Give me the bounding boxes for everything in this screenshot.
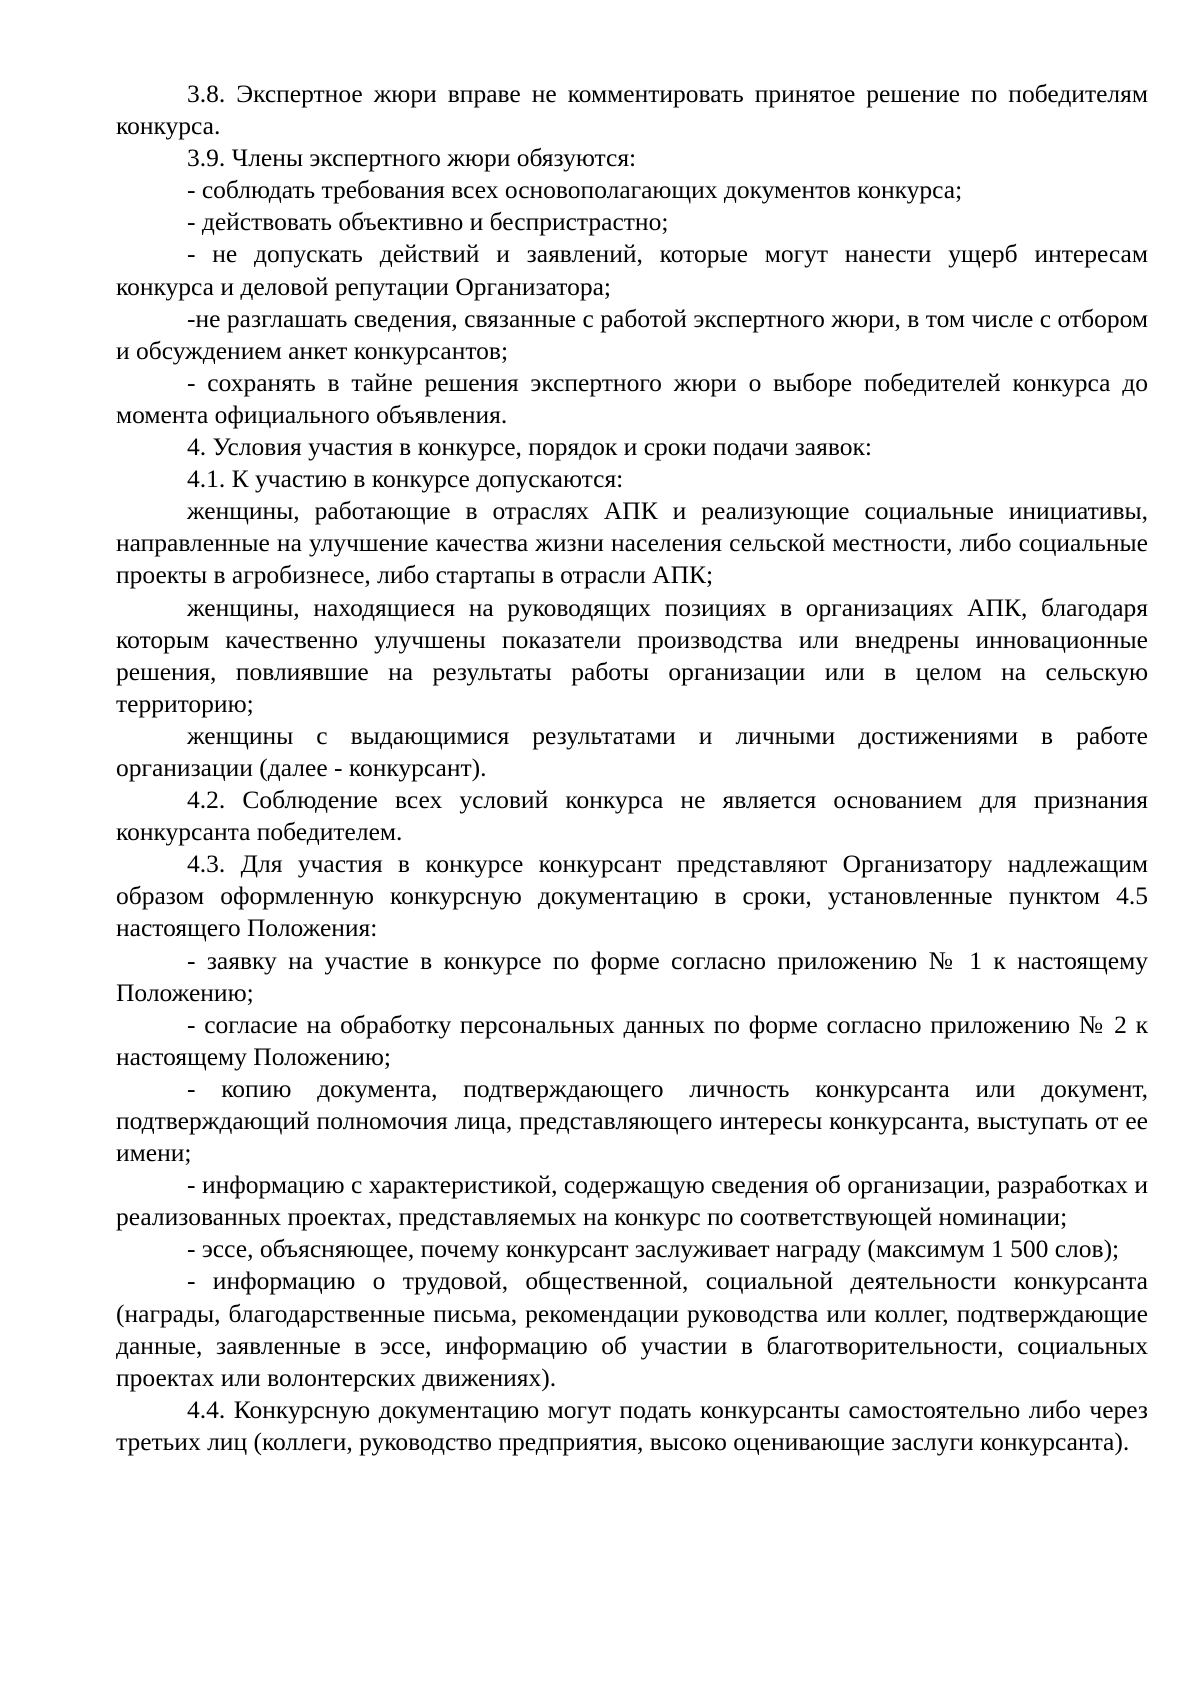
list-item: - копию документа, подтверждающего личность конкурсанта или документ, подтверждающий полномочия лица, представляющего интересы конкурсанта, выступать от ее имени; — [116, 1073, 1148, 1168]
paragraph-4-1: 4.1. К участию в конкурсе допускаются: — [187, 464, 624, 494]
paragraph-4-3: 4.3. Для участия в конкурсе конкурсант представляют Организатору надлежащим образом оформленную конкурсную документацию в сроки, установленные пунктом 4.5 настоящего Положения: — [116, 849, 1148, 943]
list-item: - информацию о трудовой, общественной, социальной деятельности конкурсанта (награды, благодарственные письма, рекомендации руководства или коллег, подтверждающие данные, заявленные в эссе, информацию об участии в благотворительности, социальных проектах или волонтерских движениях). — [116, 1266, 1148, 1392]
paragraph-4-4: 4.4. Конкурсную документацию могут подать конкурсанты самостоятельно либо через третьих лиц (коллеги, руководство предприятия, высоко оценивающие заслуги конкурсанта). — [116, 1394, 1148, 1456]
list-item: - информацию с характеристикой, содержащую сведения об организации, разработках и реализованных проектах, представляемых на конкурс по соответствующей номинации; — [116, 1170, 1148, 1232]
list-item: женщины, находящиеся на руководящих позициях в организациях АПК, благодаря которым качественно улучшены показатели производства или внедрены инновационные решения, повлиявшие на результаты работы организации или в целом на сельскую территорию; — [116, 592, 1148, 718]
paragraph-4-2: 4.2. Соблюдение всех условий конкурса не является основанием для признания конкурсанта победителем. — [116, 785, 1148, 847]
list-item: - не допускать действий и заявлений, которые могут нанести ущерб интересам конкурса и деловой репутации Организатора; — [116, 239, 1148, 301]
list-item: - действовать объективно и беспристрастно; — [187, 207, 669, 237]
list-item: - согласие на обработку персональных данных по форме согласно приложению № 2 к настоящему Положению; — [116, 1009, 1148, 1071]
section-heading-4: 4. Условия участия в конкурсе, порядок и сроки подачи заявок: — [187, 432, 872, 462]
list-item: женщины, работающие в отраслях АПК и реализующие социальные инициативы, направленные на улучшение качества жизни населения сельской местности, либо социальные проекты в агробизнесе, либо стартапы в отрасли АПК; — [116, 496, 1148, 590]
document-page — [116, 78, 1148, 1458]
list-item: - соблюдать требования всех основополагающих документов конкурса; — [187, 175, 963, 205]
list-item: - эссе, объясняющее, почему конкурсант заслуживает награду (максимум 1 500 слов); — [187, 1234, 1120, 1264]
list-item: - заявку на участие в конкурсе по форме согласно приложению № 1 к настоящему Положению; — [116, 945, 1148, 1007]
paragraph-3-8: 3.8. Экспертное жюри вправе не комментировать принятое решение по победителям конкурса. — [116, 79, 1148, 141]
paragraph-3-9: 3.9. Члены экспертного жюри обязуются: — [187, 143, 637, 173]
list-item: - сохранять в тайне решения экспертного жюри о выборе победителей конкурса до момента официального объявления. — [116, 367, 1148, 429]
list-item: -не разглашать сведения, связанные с работой экспертного жюри, в том числе с отбором и обсуждением анкет конкурсантов; — [116, 303, 1148, 365]
list-item: женщины с выдающимися результатами и личными достижениями в работе организации (далее - конкурсант). — [116, 720, 1148, 782]
